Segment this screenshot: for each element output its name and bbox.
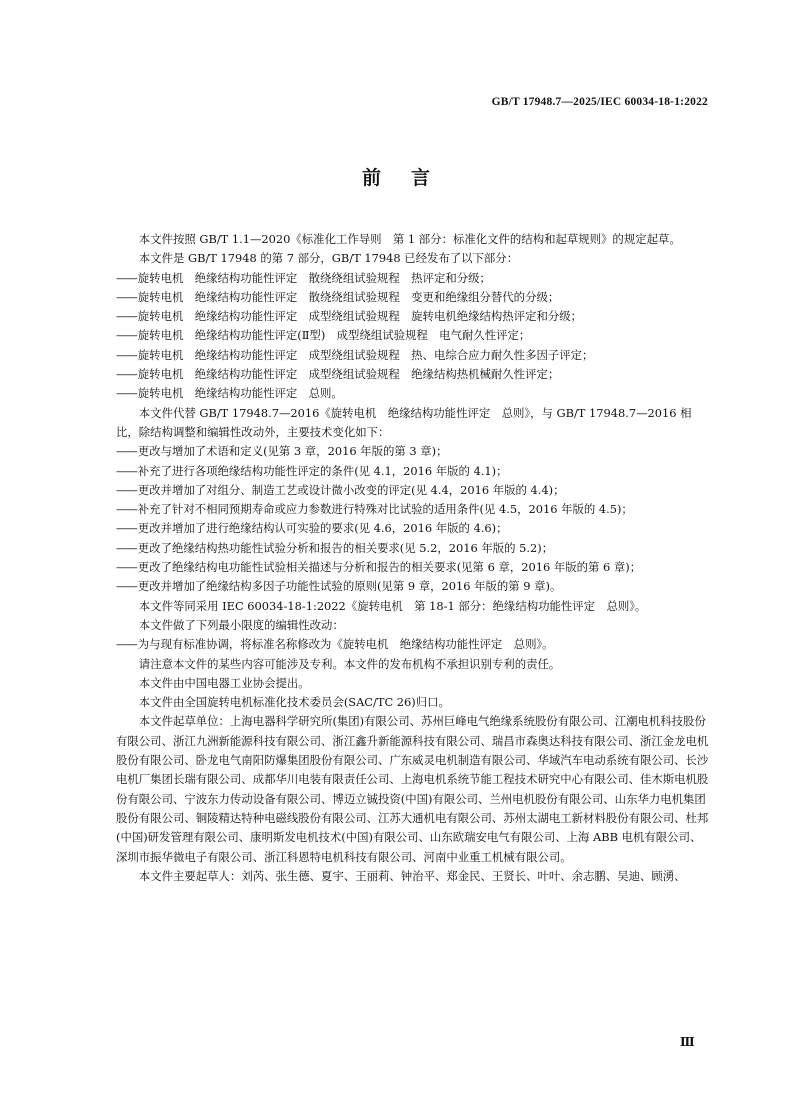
- paragraph: 本文件是 GB/T 17948 的第 7 部分，GB/T 17948 已经发布了以下部分：: [138, 251, 519, 266]
- paragraph: 本文件由全国旋转电机标准化技术委员会(SAC/TC 26)归口。: [138, 695, 450, 710]
- list-item: —— 更改了绝缘结构热功能性试验分析和报告的相关要求(见 5.2，2016 年版的 5.2)；: [116, 539, 710, 558]
- paragraph: 本文件由中国电器工业协会提出。: [138, 675, 310, 690]
- list-item: —— 更改并增加了进行绝缘结构认可实验的要求(见 4.6，2016 年版的 4.6)；: [116, 519, 710, 538]
- document-body: [116, 230, 710, 886]
- list-item: —— 更改了绝缘结构电功能性试验相关描述与分析和报告的相关要求(见第 6 章，2016 年版的第 6 章)；: [116, 558, 710, 577]
- page-number: Ⅲ: [680, 1035, 695, 1049]
- paragraph: 本文件等同采用 IEC 60034-18-1:2022《旋转电机 第 18-1 部分：绝缘结构功能性评定 总则》。: [138, 598, 647, 613]
- page-title: 前言: [361, 167, 460, 189]
- paragraph: 本文件起草单位：上海电器科学研究所(集团)有限公司、苏州巨峰电气绝缘系统股份有限公司、江潮电机科技股份有限公司、浙江九洲新能源科技有限公司、浙江鑫升新能源科技有限公司、瑞昌市森奥达科技有限公司、浙江金龙电机股份有限公司、卧龙电气南阳防爆集团股份有限公司、广东威灵电机制造有限公司、华域汽车电动系统有限公司、长沙电机厂集团长瑞有限公司、成都华川电装有限责任公司、上海电机系统节能工程技术研究中心有限公司、佳木斯电机股份有限公司、宁波东力传动设备有限公司、博迈立铖投资(中国)有限公司、兰州电机股份有限公司、山东华力电机集团股份有限公司、铜陵精达特种电磁线股份有限公司、江苏大通机电有限公司、苏州太湖电工新材料股份有限公司、杜邦(中国)研发管理有限公司、康明斯发电机技术(中国)有限公司、山东欧瑞安电气有限公司、上海 ABB 电机有限公司、深圳市振华微电子有限公司、浙江科恩特电机科技有限公司、河南中业重工机械有限公司。: [116, 714, 709, 864]
- list-item: —— 旋转电机 绝缘结构功能性评定(Ⅱ型) 成型绕组试验规程 电气耐久性评定；: [116, 326, 710, 345]
- list-item: —— 补充了进行各项绝缘结构功能性评定的条件(见 4.1，2016 年版的 4.1)；: [116, 462, 710, 481]
- paragraph: 本文件做了下列最小限度的编辑性改动：: [138, 617, 344, 632]
- list-item: —— 更改并增加了绝缘结构多因子功能性试验的原则(见第 9 章，2016 年版的第 9 章)。: [116, 577, 710, 596]
- list-item: —— 补充了针对不相同预期寿命或应力参数进行特殊对比试验的适用条件(见 4.5，2016 年版的 4.5)；: [116, 500, 710, 519]
- standard-code-header: GB/T 17948.7—2025/IEC 60034-18-1:2022: [491, 96, 708, 108]
- list-item: —— 旋转电机 绝缘结构功能性评定 成型绕组试验规程 热、电综合应力耐久性多因子评定；: [116, 346, 710, 365]
- list-item: —— 旋转电机 绝缘结构功能性评定 散绕绕组试验规程 变更和绝缘组分替代的分级；: [116, 288, 710, 307]
- list-item: —— 旋转电机 绝缘结构功能性评定 成型绕组试验规程 绝缘结构热机械耐久性评定；: [116, 365, 710, 384]
- list-item: —— 为与现有标准协调，将标准名称修改为《旋转电机 绝缘结构功能性评定 总则》。: [116, 635, 710, 654]
- list-item: —— 更改并增加了对组分、制造工艺或设计微小改变的评定(见 4.4，2016 年版的 4.4)；: [116, 481, 710, 500]
- paragraph: 请注意本文件的某些内容可能涉及专利。本文件的发布机构不承担识别专利的责任。: [138, 656, 561, 671]
- list-item: —— 旋转电机 绝缘结构功能性评定 总则。: [116, 384, 710, 403]
- paragraph: 本文件按照 GB/T 1.1—2020《标准化工作导则 第 1 部分：标准化文件的结构和起草规则》的规定起草。: [138, 232, 681, 246]
- list-item: —— 更改与增加了术语和定义(见第 3 章，2016 年版的第 3 章)；: [116, 442, 710, 461]
- paragraph: 本文件主要起草人：刘芮、张生德、夏宇、王丽莉、钟治平、郑金民、王贤长、叶叶、余志鹏、吴迪、顾湧、: [138, 868, 686, 883]
- paragraph: 本文件代替 GB/T 17948.7—2016《旋转电机 绝缘结构功能性评定 总则》，与 GB/T 17948.7—2016 相比，除结构调整和编辑性改动外，主要技术变化如下：: [116, 405, 692, 439]
- list-item: —— 旋转电机 绝缘结构功能性评定 散绕绕组试验规程 热评定和分级；: [116, 269, 710, 288]
- list-item: —— 旋转电机 绝缘结构功能性评定 成型绕组试验规程 旋转电机绝缘结构热评定和分级；: [116, 307, 710, 326]
